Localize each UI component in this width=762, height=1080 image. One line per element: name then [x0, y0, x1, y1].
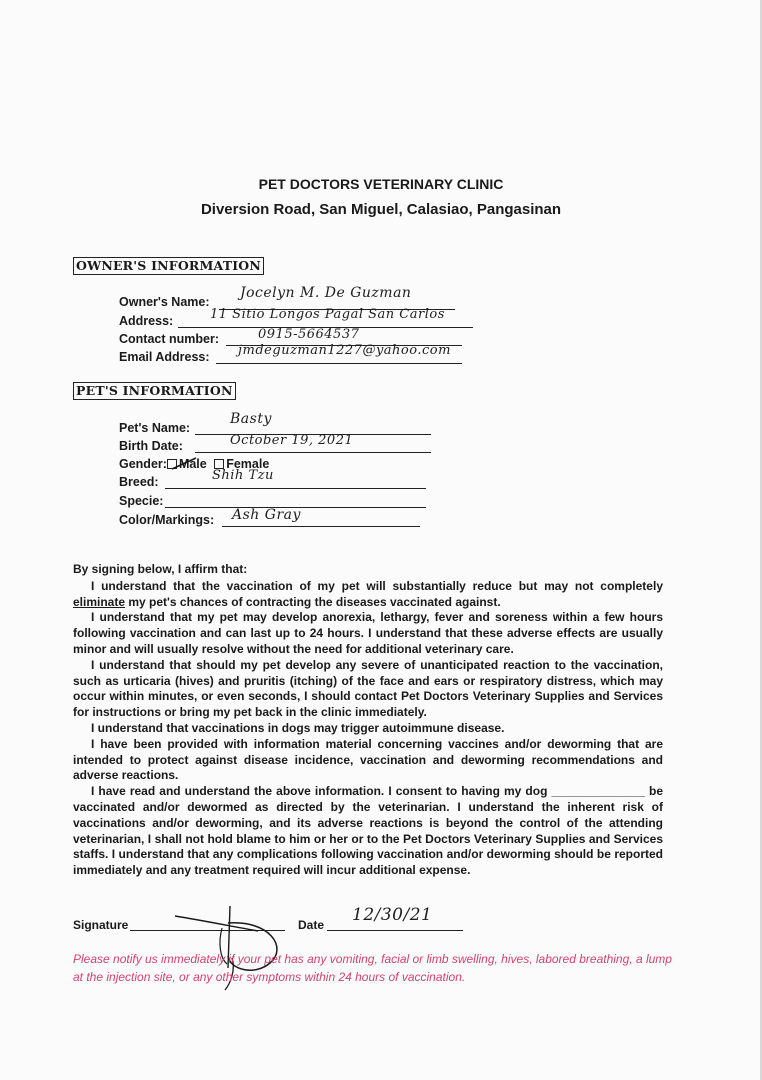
address-value: 11 Sitio Longos Pagal San Carlos	[210, 307, 445, 322]
color-line	[222, 526, 420, 527]
owner-section-title: OWNER'S INFORMATION	[73, 257, 264, 275]
contact-label: Contact number:	[119, 332, 219, 346]
pet-name-value: Basty	[230, 411, 272, 427]
consent-p6: I have read and understand the above information. I consent to having my dog ______________ be vaccinated and/or dewormed as directed by the veterinarian. I understand the inherent risk of vaccinations and/or deworming, and its adverse reactions is beyond the control of the attending veterinarian, I shall not hold blame to him or her or to the Pet Doctors Veterinary Supplies and Services staffs. I understand that any complications following vaccination and/or deworming should be reported immediately and any treatment required will incur additional expense.	[73, 784, 663, 878]
consent-p2: I understand that my pet may develop anorexia, lethargy, fever and soreness within a few hours following vaccination and can last up to 24 hours. I understand that these adverse effects are usually minor and will usually resolve without the need for additional veterinary care.	[73, 610, 663, 656]
gender-female-label: Female	[226, 457, 270, 471]
breed-label: Breed:	[119, 475, 159, 489]
specie-label: Specie:	[119, 494, 164, 508]
date-value: 12/30/21	[352, 905, 433, 925]
pet-section-title: PET'S INFORMATION	[73, 382, 236, 400]
consent-text	[73, 562, 663, 879]
birth-date-value: October 19, 2021	[230, 433, 354, 448]
consent-p1: I understand that the vaccination of my pet will substantially reduce but may not completely eliminate my pet's chances of contracting the diseases vaccinated against.	[73, 578, 663, 609]
consent-p3: I understand that should my pet develop any severe of unanticipated reaction to the vaccination, such as urticaria (hives) and pruritis (itching) of the face and ears or respiratory distress, which may occur within minutes, or even seconds, I should contact Pet Doctors Veterinary Supplies and Services for instructions or bring my pet back in the clinic immediately.	[73, 657, 663, 720]
date-label: Date	[298, 918, 325, 932]
consent-p5: I have been provided with information material concerning vaccines and/or deworming that are intended to protect against disease incidence, vaccination and deworming recommendations and adverse reactions.	[73, 736, 663, 783]
male-checkmark	[170, 455, 200, 475]
owner-name-value: Jocelyn M. De Guzman	[240, 285, 412, 301]
color-value: Ash Gray	[232, 507, 301, 523]
signature-label: Signature	[73, 918, 129, 932]
color-label: Color/Markings:	[119, 513, 215, 527]
breed-value: Shih Tzu	[212, 468, 274, 483]
address-label: Address:	[119, 314, 174, 328]
gender-male-label: Male	[178, 457, 207, 471]
date-line	[327, 930, 463, 931]
underlined-word: eliminate	[73, 594, 126, 609]
clinic-address: Diversion Road, San Miguel, Calasiao, Pangasinan	[200, 201, 562, 218]
birth-date-label: Birth Date:	[119, 439, 183, 453]
consent-intro: By signing below, I affirm that:	[73, 562, 248, 576]
email-value: jmdeguzman1227@yahoo.com	[238, 343, 451, 358]
email-label: Email Address:	[119, 350, 210, 364]
owner-name-label: Owner's Name:	[119, 295, 210, 309]
notice-text: Please notify us immediately if your pet has any vomiting, facial or limb swelling, hives, labored breathing, a lump at the injection site, or any other symptoms within 24 hours of vaccination.	[73, 952, 672, 984]
clinic-name: PET DOCTORS VETERINARY CLINIC	[258, 176, 504, 192]
consent-p4: I understand that vaccinations in dogs may trigger autoimmune disease.	[91, 720, 505, 735]
pet-name-label: Pet's Name:	[119, 421, 191, 435]
birth-date-line	[195, 452, 431, 453]
gender-label: Gender:	[119, 457, 167, 471]
email-line	[216, 363, 462, 364]
contact-value: 0915-5664537	[258, 327, 360, 342]
breed-line	[165, 488, 426, 489]
